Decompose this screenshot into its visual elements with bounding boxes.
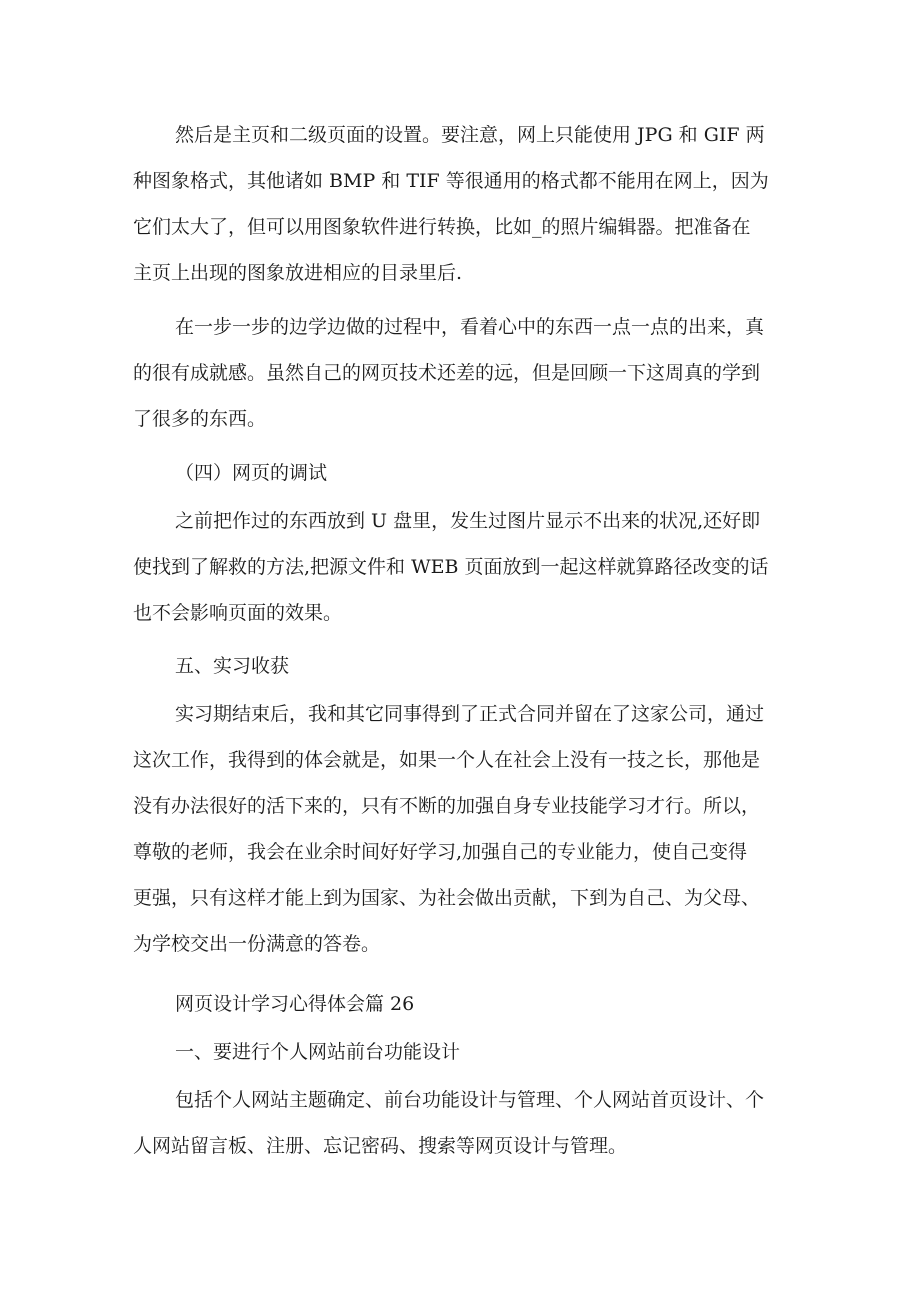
text-line: 使找到了解救的方法,把源文件和 WEB 页面放到一起这样就算路径改变的话 xyxy=(133,556,769,578)
section-heading: （四）网页的调试 xyxy=(175,462,328,484)
text-line: 它们太大了，但可以用图象软件进行转换，比如_的照片编辑器。把准备在 xyxy=(133,216,751,238)
text-line: 主页上出现的图象放进相应的目录里后. xyxy=(133,262,463,284)
text-line: 也不会影响页面的效果。 xyxy=(133,602,343,624)
paragraph-internship-gains xyxy=(133,691,813,967)
article-title: 网页设计学习心得体会篇 26 xyxy=(175,993,415,1015)
section-heading: 一、要进行个人网站前台功能设计 xyxy=(175,1041,461,1063)
text-line: 种图象格式，其他诸如 BMP 和 TIF 等很通用的格式都不能用在网上，因为 xyxy=(133,170,769,192)
heading-internship-gains xyxy=(133,643,813,689)
text-line: 实习期结束后，我和其它同事得到了正式合同并留在了这家公司，通过 xyxy=(175,703,765,725)
section-heading: 五、实习收获 xyxy=(175,655,290,677)
text-line: 更强，只有这样才能上到为国家、为社会做出贡献，下到为自己、为父母、 xyxy=(133,887,761,909)
text-line: 没有办法很好的活下来的，只有不断的加强自身专业技能学习才行。所以， xyxy=(133,795,761,817)
paragraph-homepage-settings xyxy=(133,112,813,296)
text-line: 人网站留言板、注册、忘记密码、搜索等网页设计与管理。 xyxy=(133,1135,628,1157)
text-line: 的很有成就感。虽然自己的网页技术还差的远，但是回顾一下这周真的学到 xyxy=(133,362,761,384)
heading-frontend-design xyxy=(133,1029,813,1075)
paragraph-debugging xyxy=(133,498,813,636)
text-line: 在一步一步的边学边做的过程中，看着心中的东西一点一点的出来，真 xyxy=(175,316,765,338)
paragraph-frontend-design xyxy=(133,1077,813,1169)
text-line: 为学校交出一份满意的答卷。 xyxy=(133,933,381,955)
text-line: 之前把作过的东西放到 U 盘里，发生过图片显示不出来的状况,还好即 xyxy=(175,510,761,532)
text-line: 尊敬的老师，我会在业余时间好好学习,加强自己的专业能力，使自己变得 xyxy=(133,841,748,863)
text-line: 包括个人网站主题确定、前台功能设计与管理、个人网站首页设计、个 xyxy=(175,1089,765,1111)
text-line: 然后是主页和二级页面的设置。要注意，网上只能使用 JPG 和 GIF 两 xyxy=(175,124,765,146)
paragraph-learning-progress xyxy=(133,304,813,442)
text-line: 了很多的东西。 xyxy=(133,408,267,430)
text-line: 这次工作，我得到的体会就是，如果一个人在社会上没有一技之长，那他是 xyxy=(133,749,761,771)
heading-article-26 xyxy=(133,981,813,1027)
heading-page-debugging xyxy=(133,450,813,496)
